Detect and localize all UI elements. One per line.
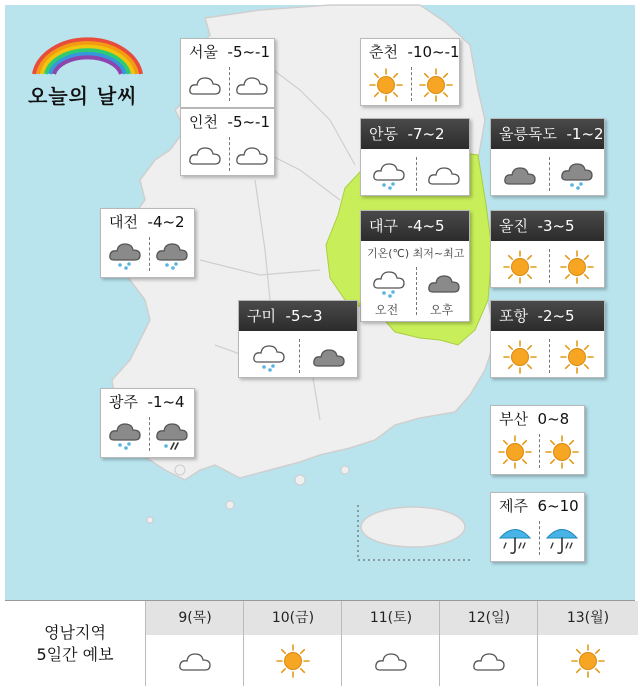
city-card	[360, 210, 470, 322]
forecast-day	[243, 601, 342, 686]
city-name: 제주	[499, 497, 528, 515]
city-name: 부산	[499, 410, 528, 428]
forecast-day-label: 10(금)	[244, 601, 342, 635]
overcast-snow-icon	[107, 417, 143, 453]
cloudy-snow-icon	[251, 339, 287, 375]
city-temp: -3~5	[537, 217, 575, 235]
city-name: 울진	[499, 217, 528, 235]
legend-am-label: 오전	[375, 303, 399, 317]
city-header	[369, 41, 460, 62]
sunny-icon	[559, 339, 595, 375]
cloudy-icon	[187, 137, 223, 173]
cloudy-snow-icon	[371, 265, 407, 301]
sunny-icon	[544, 434, 580, 470]
sunny-icon	[559, 249, 595, 285]
city-name: 서울	[189, 43, 218, 61]
overcast-icon	[502, 157, 538, 193]
city-name: 안동	[369, 125, 398, 143]
rainbow-icon	[30, 30, 145, 75]
city-card	[490, 300, 605, 378]
city-temp: -10~-1	[407, 43, 460, 61]
cloudy-icon	[426, 157, 462, 193]
am-pm-divider	[229, 137, 230, 171]
forecast-region-period: 5일간 예보	[36, 644, 114, 664]
city-header	[499, 215, 575, 236]
city-card	[180, 108, 275, 176]
city-temp: 6~10	[537, 497, 579, 515]
city-card	[490, 492, 585, 562]
city-temp: -7~2	[407, 125, 445, 143]
cloudy-icon	[234, 67, 270, 103]
forecast-day	[537, 601, 638, 686]
forecast-day-label: 9(목)	[146, 601, 244, 635]
sunny-icon	[418, 67, 454, 103]
city-temp: -4~5	[407, 217, 445, 235]
am-pm-divider	[149, 237, 150, 271]
am-pm-divider	[539, 434, 540, 468]
city-card	[490, 118, 605, 196]
city-header	[499, 305, 575, 326]
city-header	[369, 215, 445, 236]
city-temp: -5~-1	[227, 113, 271, 131]
city-name: 춘천	[369, 43, 398, 61]
cloudy-icon	[373, 643, 409, 679]
am-pm-divider	[539, 521, 540, 555]
sunny-icon	[570, 643, 606, 679]
sunny-icon	[502, 339, 538, 375]
am-pm-divider	[411, 67, 412, 101]
cloudy-icon	[234, 137, 270, 173]
forecast-region	[5, 601, 145, 686]
overcast-sleet-icon	[154, 417, 190, 453]
city-card	[100, 208, 195, 278]
city-header	[189, 111, 270, 132]
am-pm-divider	[549, 249, 550, 283]
cloudy-icon	[187, 67, 223, 103]
city-header	[499, 495, 579, 516]
city-name: 구미	[247, 307, 276, 325]
am-pm-divider	[229, 67, 230, 101]
forecast-day	[145, 601, 244, 686]
am-pm-divider	[549, 339, 550, 373]
city-card	[360, 118, 470, 196]
am-pm-divider	[416, 157, 417, 191]
forecast-day	[439, 601, 538, 686]
city-temp: -5~-1	[227, 43, 271, 61]
city-header	[369, 123, 445, 144]
city-card	[360, 38, 460, 106]
forecast-day	[341, 601, 440, 686]
legend-pm-label: 오후	[430, 303, 454, 317]
umbrella-rain-icon	[544, 521, 580, 557]
am-pm-divider	[416, 267, 417, 315]
city-header	[499, 408, 569, 429]
legend-temp-label: 기온(℃) 최저~최고	[367, 247, 465, 260]
sunny-icon	[502, 249, 538, 285]
overcast-snow-icon	[154, 237, 190, 273]
sunny-icon	[497, 434, 533, 470]
city-temp: -2~5	[537, 307, 575, 325]
am-pm-divider	[299, 339, 300, 373]
umbrella-rain-icon	[497, 521, 533, 557]
forecast-region-name: 영남지역	[44, 622, 106, 642]
am-pm-divider	[149, 417, 150, 451]
cloudy-snow-icon	[371, 157, 407, 193]
city-card	[490, 405, 585, 475]
forecast-day-label: 13(월)	[538, 601, 638, 635]
city-header	[499, 123, 604, 144]
am-pm-divider	[549, 157, 550, 191]
forecast-table	[5, 600, 635, 686]
city-name: 대구	[369, 217, 398, 235]
city-name: 대전	[109, 213, 138, 231]
city-temp: -4~2	[147, 213, 185, 231]
city-header	[247, 305, 323, 326]
sunny-icon	[368, 67, 404, 103]
city-name: 포항	[499, 307, 528, 325]
city-header	[109, 391, 185, 412]
city-temp: -1~4	[147, 393, 185, 411]
overcast-icon	[311, 339, 347, 375]
city-name: 광주	[109, 393, 138, 411]
overcast-icon	[426, 265, 462, 301]
city-header	[189, 41, 270, 62]
forecast-day-label: 12(일)	[440, 601, 538, 635]
cloudy-icon	[177, 643, 213, 679]
forecast-day-label: 11(토)	[342, 601, 440, 635]
city-card	[238, 300, 358, 378]
city-temp: -5~3	[285, 307, 323, 325]
overcast-snow-icon	[107, 237, 143, 273]
city-name: 인천	[189, 113, 218, 131]
city-name: 울릉독도	[499, 125, 557, 143]
city-card	[180, 38, 275, 108]
city-temp: -1~2	[566, 125, 604, 143]
cloudy-icon	[471, 643, 507, 679]
overcast-snow-icon	[559, 157, 595, 193]
page-title: 오늘의 날씨	[28, 84, 138, 108]
city-header	[109, 211, 185, 232]
city-card	[490, 210, 605, 288]
sunny-icon	[275, 643, 311, 679]
city-temp: 0~8	[537, 410, 570, 428]
city-card	[100, 388, 195, 458]
